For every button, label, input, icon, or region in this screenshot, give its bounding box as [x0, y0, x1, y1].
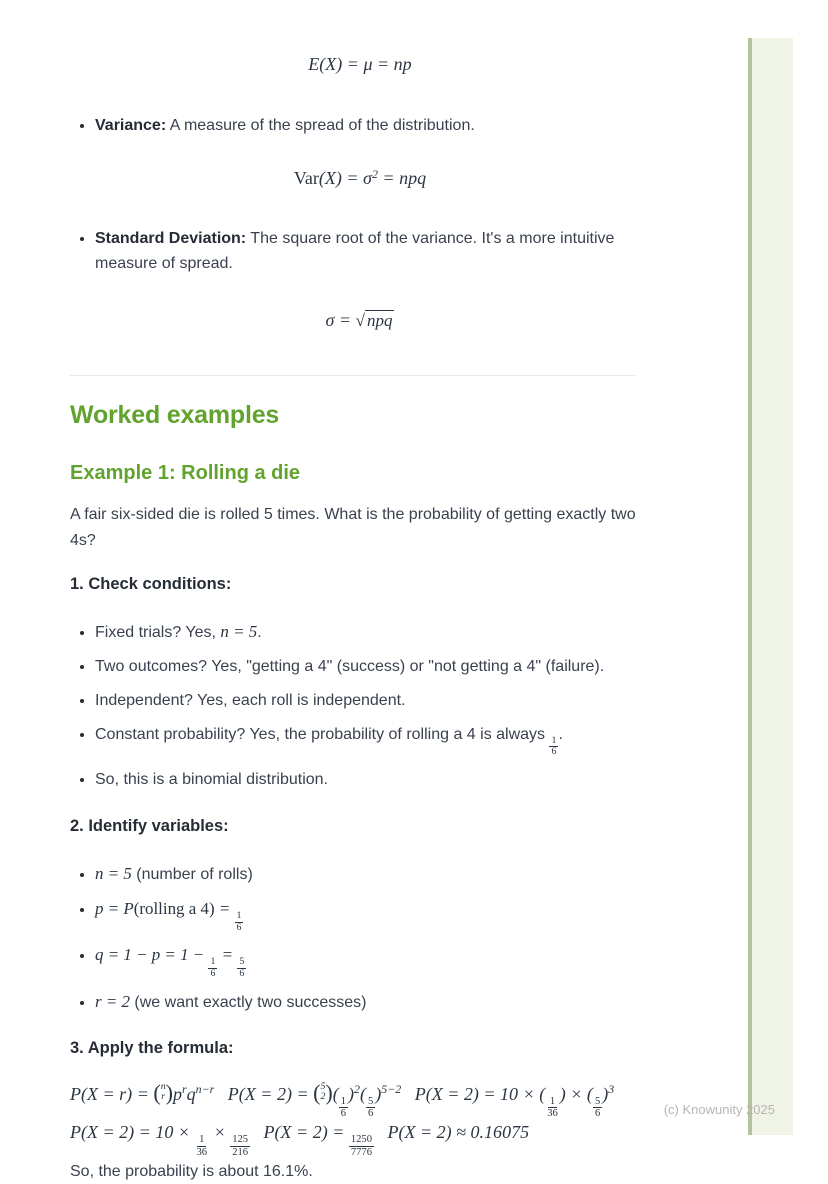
section-heading-worked-examples: Worked examples — [70, 401, 280, 429]
formula-standard-deviation: σ = √ npq — [325, 310, 393, 330]
formula-variance: $Var(X) = \sigma^2$ = npq — [293, 166, 427, 188]
definition-list — [70, 226, 650, 276]
list-item-standard-deviation: • Standard Deviation: The square root of the variance. It's a more intuitive measure of spread. — [95, 226, 650, 276]
definition-list — [70, 113, 650, 138]
list-item: • Independent? Yes, each roll is independent. — [95, 688, 650, 713]
list-item: • q = 1 − p = 1 − $\frac{1}{6}$ = $\frac{5}{6}$ — [95, 942, 650, 979]
document-content — [70, 0, 650, 1184]
list-item: • Fixed trials? Yes, n = 5. — [95, 619, 650, 645]
page-edge-accent-bar — [752, 38, 793, 1135]
formula-expected-value: E(X) = μ = np — [308, 54, 412, 74]
list-item: • So, this is a binomial distribution. — [95, 767, 650, 792]
copyright-footer: (c) Knowunity 2025 — [663, 1102, 775, 1117]
step-label-check-conditions: 1. Check conditions: — [70, 575, 232, 593]
check-conditions-list — [70, 619, 650, 792]
list-item-variance: • Variance: A measure of the spread of the distribution. — [95, 113, 650, 138]
section-divider — [70, 375, 635, 376]
example-heading: Example 1: Rolling a die — [70, 462, 301, 484]
list-item: • Constant probability? Yes, the probability of rolling a 4 is always $\frac{1}{6}$ . — [95, 722, 650, 758]
list-item: • Two outcomes? Yes, "getting a 4" (success) or "not getting a 4" (failure). — [95, 654, 650, 679]
step-label-identify-variables: 2. Identify variables: — [70, 817, 229, 836]
identify-variables-list — [70, 861, 650, 1014]
conclusion-text: So, the probability is about 16.1%. — [70, 1163, 313, 1181]
step-label-apply-formula: 3. Apply the formula: — [70, 1038, 234, 1057]
list-item: • p = P(rolling a 4) = $\frac{1}{6}$ — [95, 896, 650, 933]
list-item: • r = 2 (we want exactly two successes) — [95, 989, 650, 1015]
formula-working: P(X = r) = ( n r ) $p^rq^{n-r}$ P(X = 2) = ( 5 2 ) ( $\frac{1}{6}$ )$^2$( $\frac{5}{6}$ )$^{5-2}$ P(X = 2) = 10 × ( $\frac{1}{36}$ ) × ( $\frac{5}{6}$ )$^3$ P(X = 2) = 10 × $\frac{1}{36}$ × $\frac{125}{216}$ P(X = 2) = $\frac{1250}{7776}$ P(X = 2) ≈ 0.16075 — [70, 1079, 628, 1158]
problem-statement: A fair six-sided die is rolled 5 times. What is the probability of getting exactly two 4s? — [70, 506, 636, 549]
list-item: • n = 5 (number of rolls) — [95, 861, 650, 887]
